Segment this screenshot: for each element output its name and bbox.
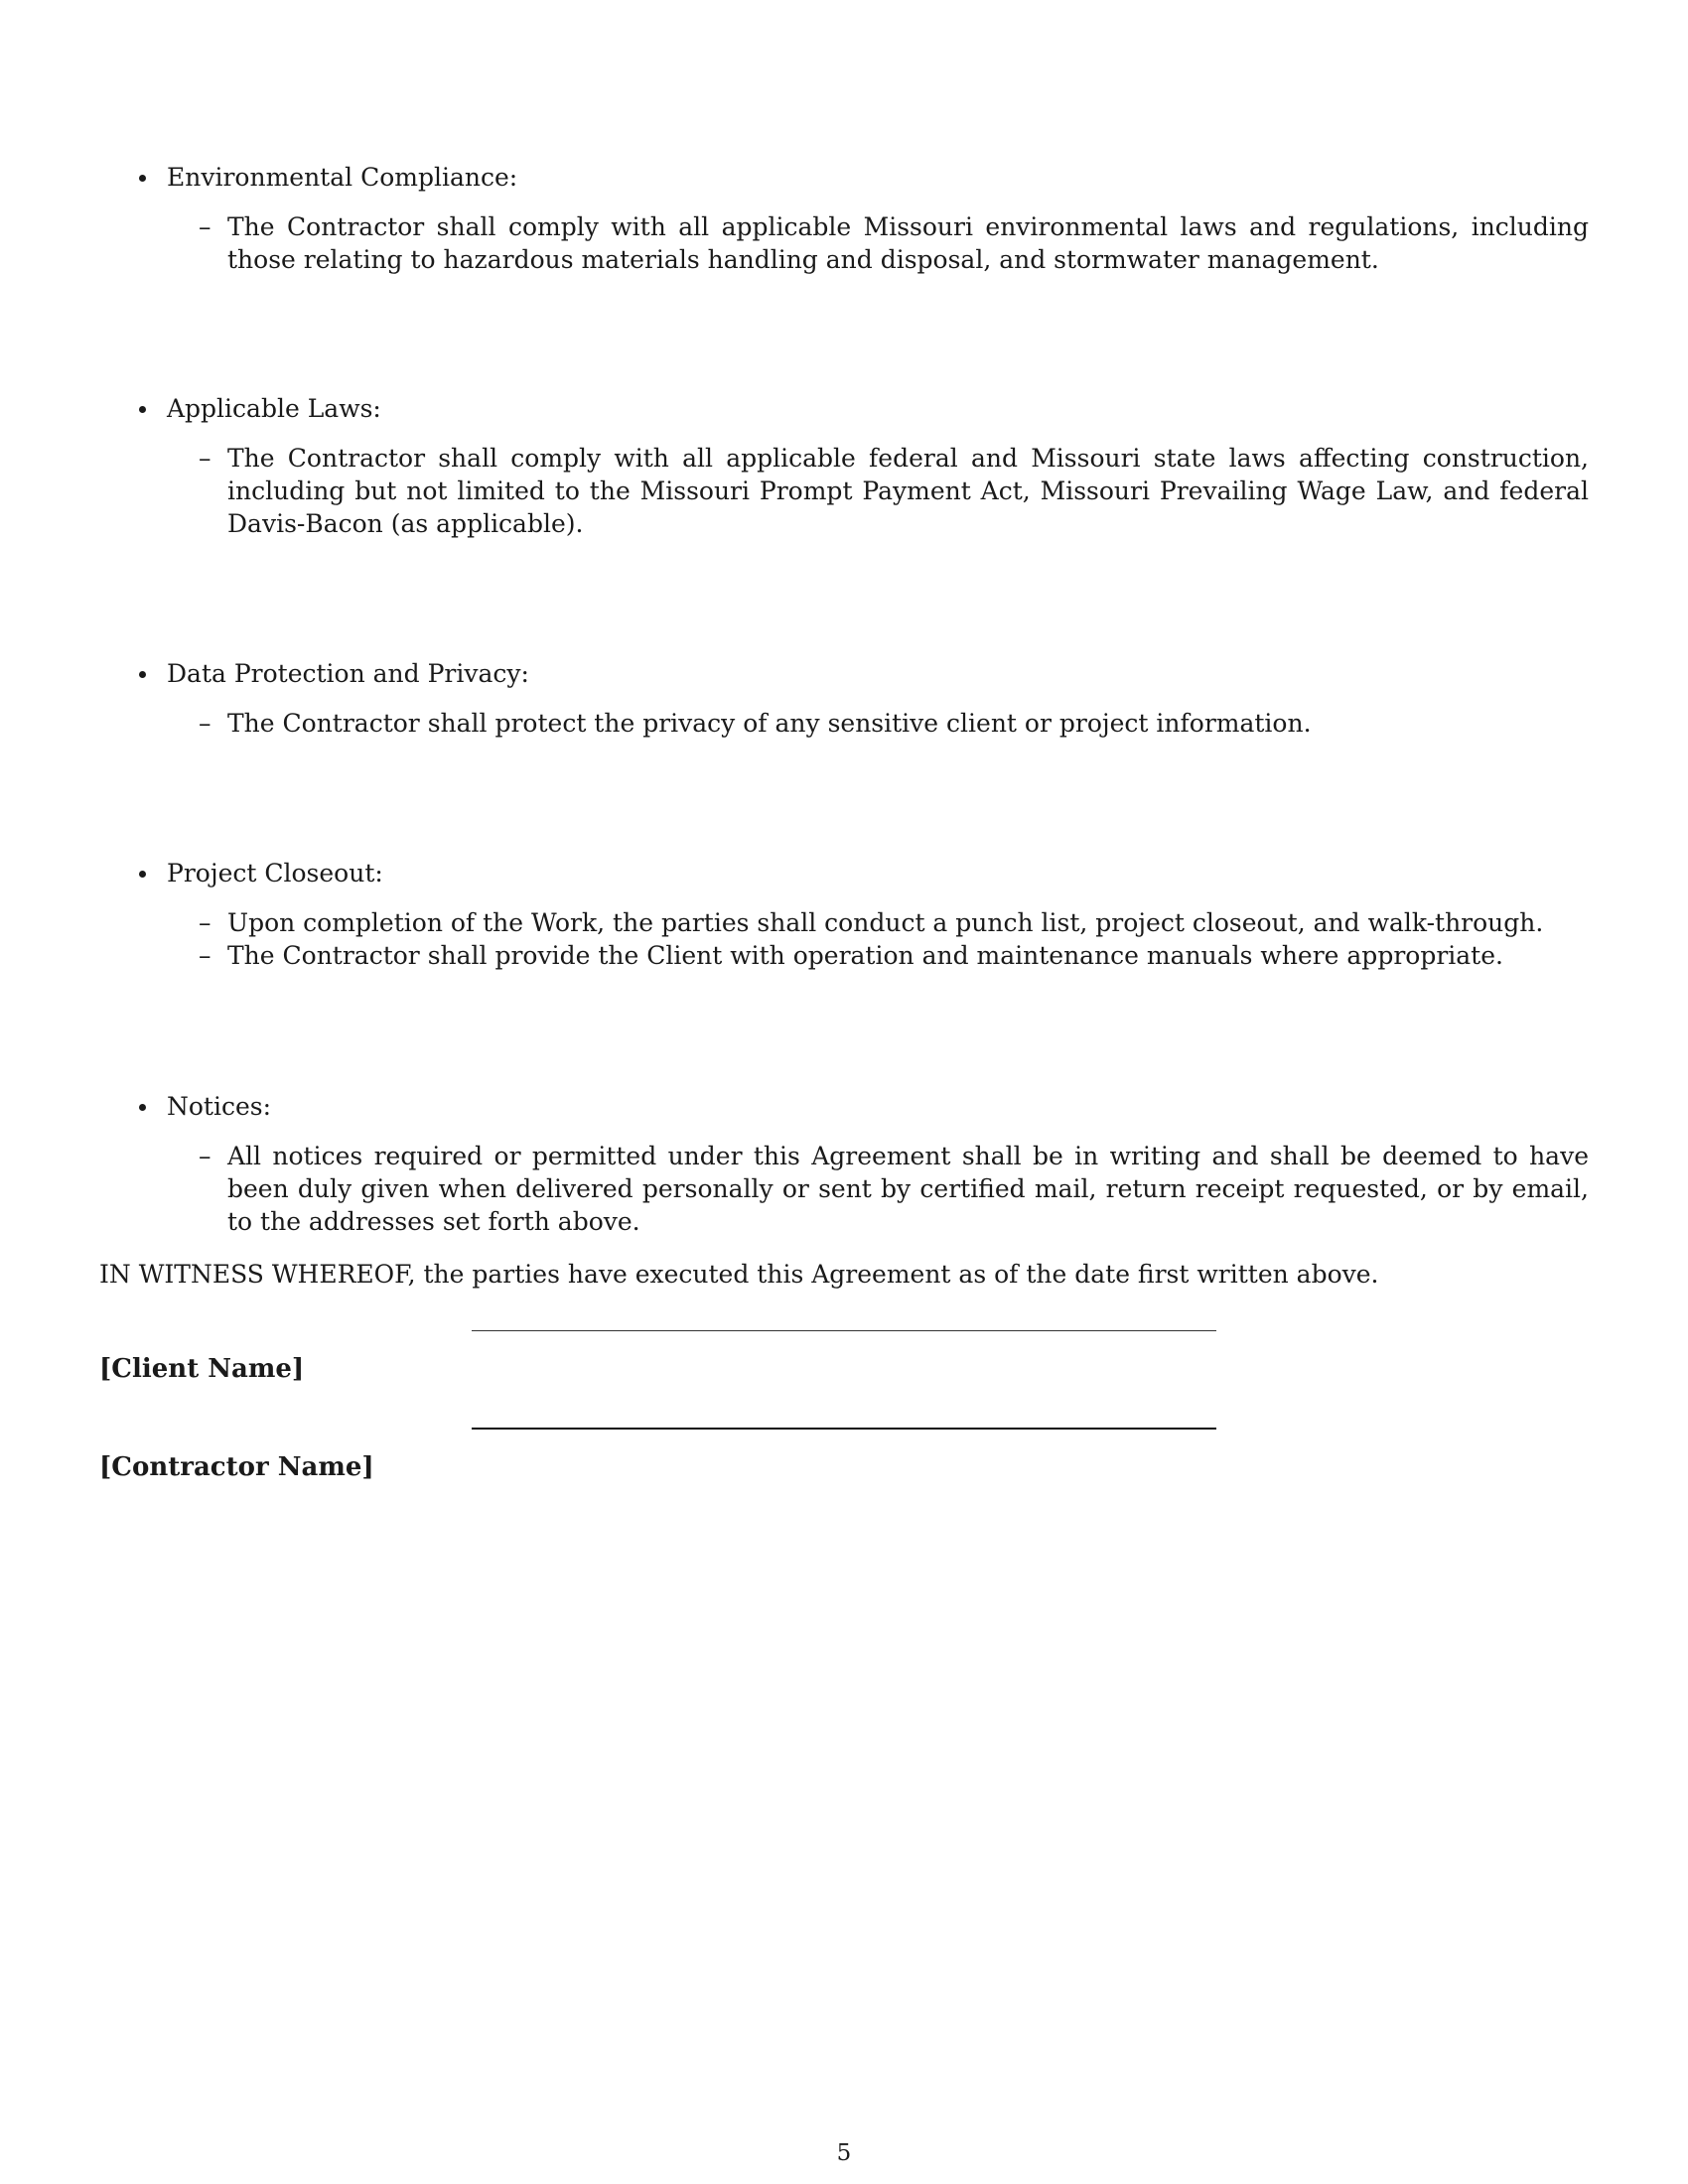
list-item [99,442,1589,540]
list-item-text: All notices required or permitted under this Agreement shall be in writing and shall be deemed to have been duly given when delivered personally or sent by certified mail, return receipt requested, or by email, to the addresses set forth above. [227,1142,1589,1236]
dash-icon: – [199,908,211,937]
section-heading-row [99,161,1589,194]
bullet-icon [139,671,146,678]
bullet-icon [139,406,146,413]
section-environmental-compliance [99,161,1589,276]
section-heading-row [99,392,1589,425]
list-item-text: The Contractor shall protect the privacy of any sensitive client or project information. [227,709,1312,738]
contractor-name-label: [Contractor Name] [99,1452,374,1482]
section-heading: Data Protection and Privacy: [167,659,529,688]
section-heading: Notices: [167,1092,272,1121]
witness-statement: IN WITNESS WHEREOF, the parties have executed this Agreement as of the date first written above. [99,1260,1379,1289]
list-item [99,906,1589,939]
list-item-text: The Contractor shall comply with all applicable Missouri environmental laws and regulations, including those relating to hazardous materials handling and disposal, and stormwater management. [227,212,1589,274]
bullet-icon [139,871,146,878]
client-signature-line [472,1330,1216,1331]
client-name-label: [Client Name] [99,1354,305,1384]
dash-icon: – [199,1142,211,1170]
list-item-text: The Contractor shall provide the Client with operation and maintenance manuals where appropriate. [227,941,1503,970]
bullet-icon [139,175,146,182]
list-item-text: Upon completion of the Work, the parties shall conduct a punch list, project closeout, and walk-through. [227,908,1544,937]
list-item [99,1140,1589,1238]
dash-icon: – [199,941,211,970]
dash-icon: – [199,212,211,241]
list-item [99,939,1589,972]
section-data-protection [99,657,1589,740]
section-heading-row [99,657,1589,690]
section-notices [99,1090,1589,1238]
section-project-closeout [99,857,1589,972]
list-item [99,210,1589,276]
list-item [99,707,1589,740]
dash-icon: – [199,709,211,738]
section-heading: Environmental Compliance: [167,163,518,192]
section-applicable-laws [99,392,1589,540]
section-heading: Applicable Laws: [167,394,381,423]
page-number: 5 [836,2140,852,2166]
section-heading: Project Closeout: [167,859,383,887]
contractor-signature-line [472,1428,1216,1430]
section-heading-row [99,1090,1589,1123]
bullet-icon [139,1104,146,1111]
section-heading-row [99,857,1589,889]
dash-icon: – [199,444,211,473]
list-item-text: The Contractor shall comply with all applicable federal and Missouri state laws affecting construction, including but not limited to the Missouri Prompt Payment Act, Missouri Prevailing Wage Law, and federal Davis-Bacon (as applicable). [227,444,1589,538]
